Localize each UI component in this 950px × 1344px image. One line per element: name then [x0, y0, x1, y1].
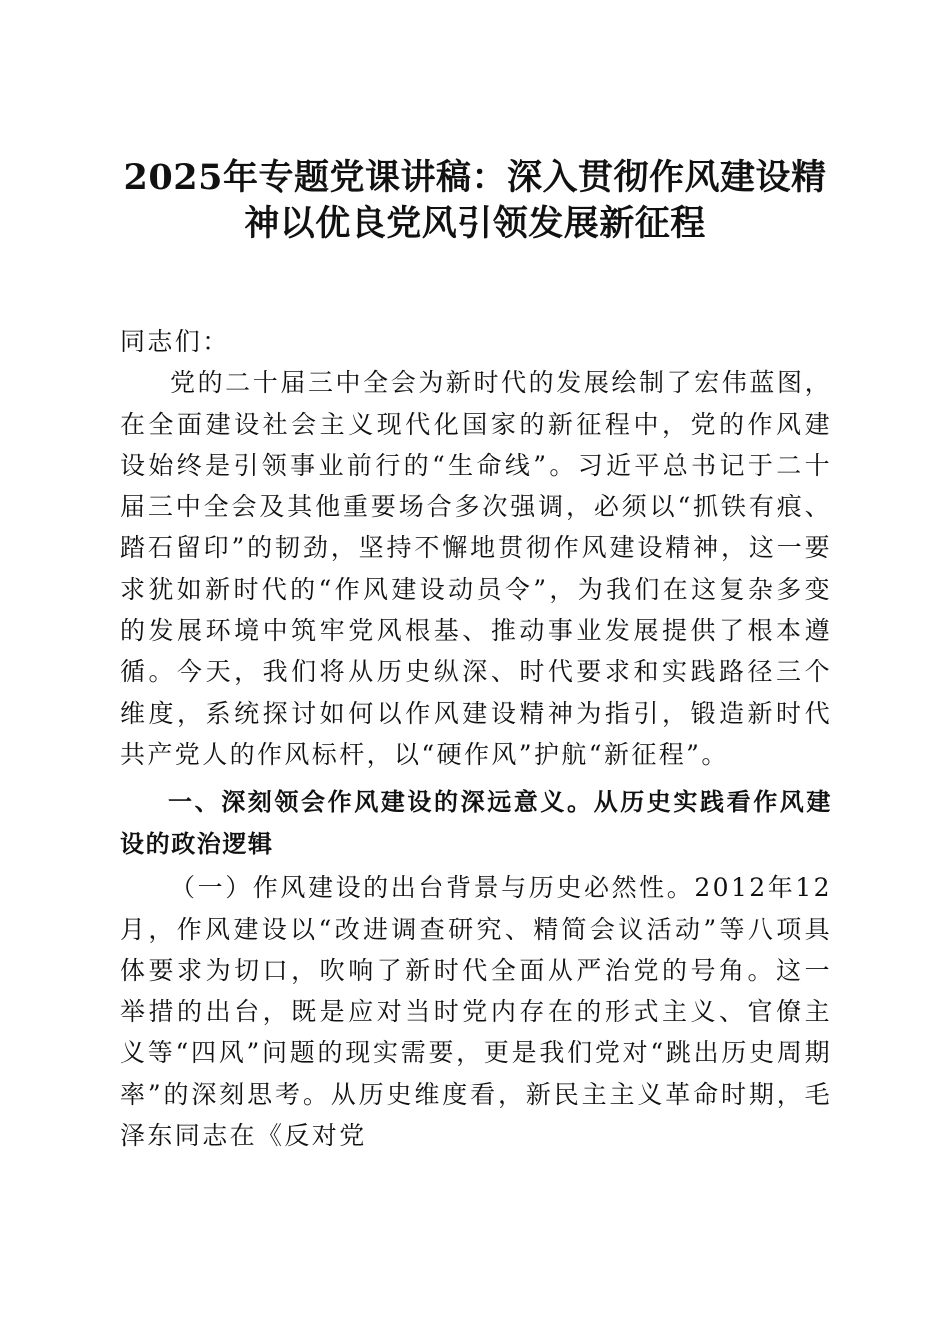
title-line-2: 神以优良党风引领发展新征程	[244, 203, 706, 244]
section-heading-1: 一、深刻领会作风建设的深远意义。从历史实践看作风建设的政治逻辑	[120, 788, 832, 859]
paragraph-intro: 党的二十届三中全会为新时代的发展绘制了宏伟蓝图，在全面建设社会主义现代化国家的新征程中，党的作风建设始终是引领事业前行的“生命线”。习近平总书记于二十届三中全会及其他重要场合多次强调，必须以“抓铁有痕、踏石留印”的韧劲，坚持不懈地贯彻作风建设精神，这一要求犹如新时代的“作风建设动员令”，为我们在这复杂多变的发展环境中筑牢党风根基、推动事业发展提供了根本遵循。今天，我们将从历史纵深、时代要求和实践路径三个维度，系统探讨如何以作风建设精神为指引，锻造新时代共产党人的作风标杆，以“硬作风”护航“新征程”。	[120, 368, 832, 769]
salutation: 同志们：	[120, 327, 230, 356]
document-title	[100, 155, 850, 247]
title-line-1: 2025年专题党课讲稿：深入贯彻作风建设精	[123, 157, 827, 198]
document-body	[120, 321, 832, 1156]
paragraph-subsection-1: （一）作风建设的出台背景与历史必然性。2012年12月，作风建设以“改进调查研究、精简会议活动”等八项具体要求为切口，吹响了新时代全面从严治党的号角。这一举措的出台，既是应对当时党内存在的形式主义、官僚主义等“四风”问题的现实需要，更是我们党对“跳出历史周期率”的深刻思考。从历史维度看，新民主主义革命时期，毛泽东同志在《反对党	[120, 873, 832, 1151]
